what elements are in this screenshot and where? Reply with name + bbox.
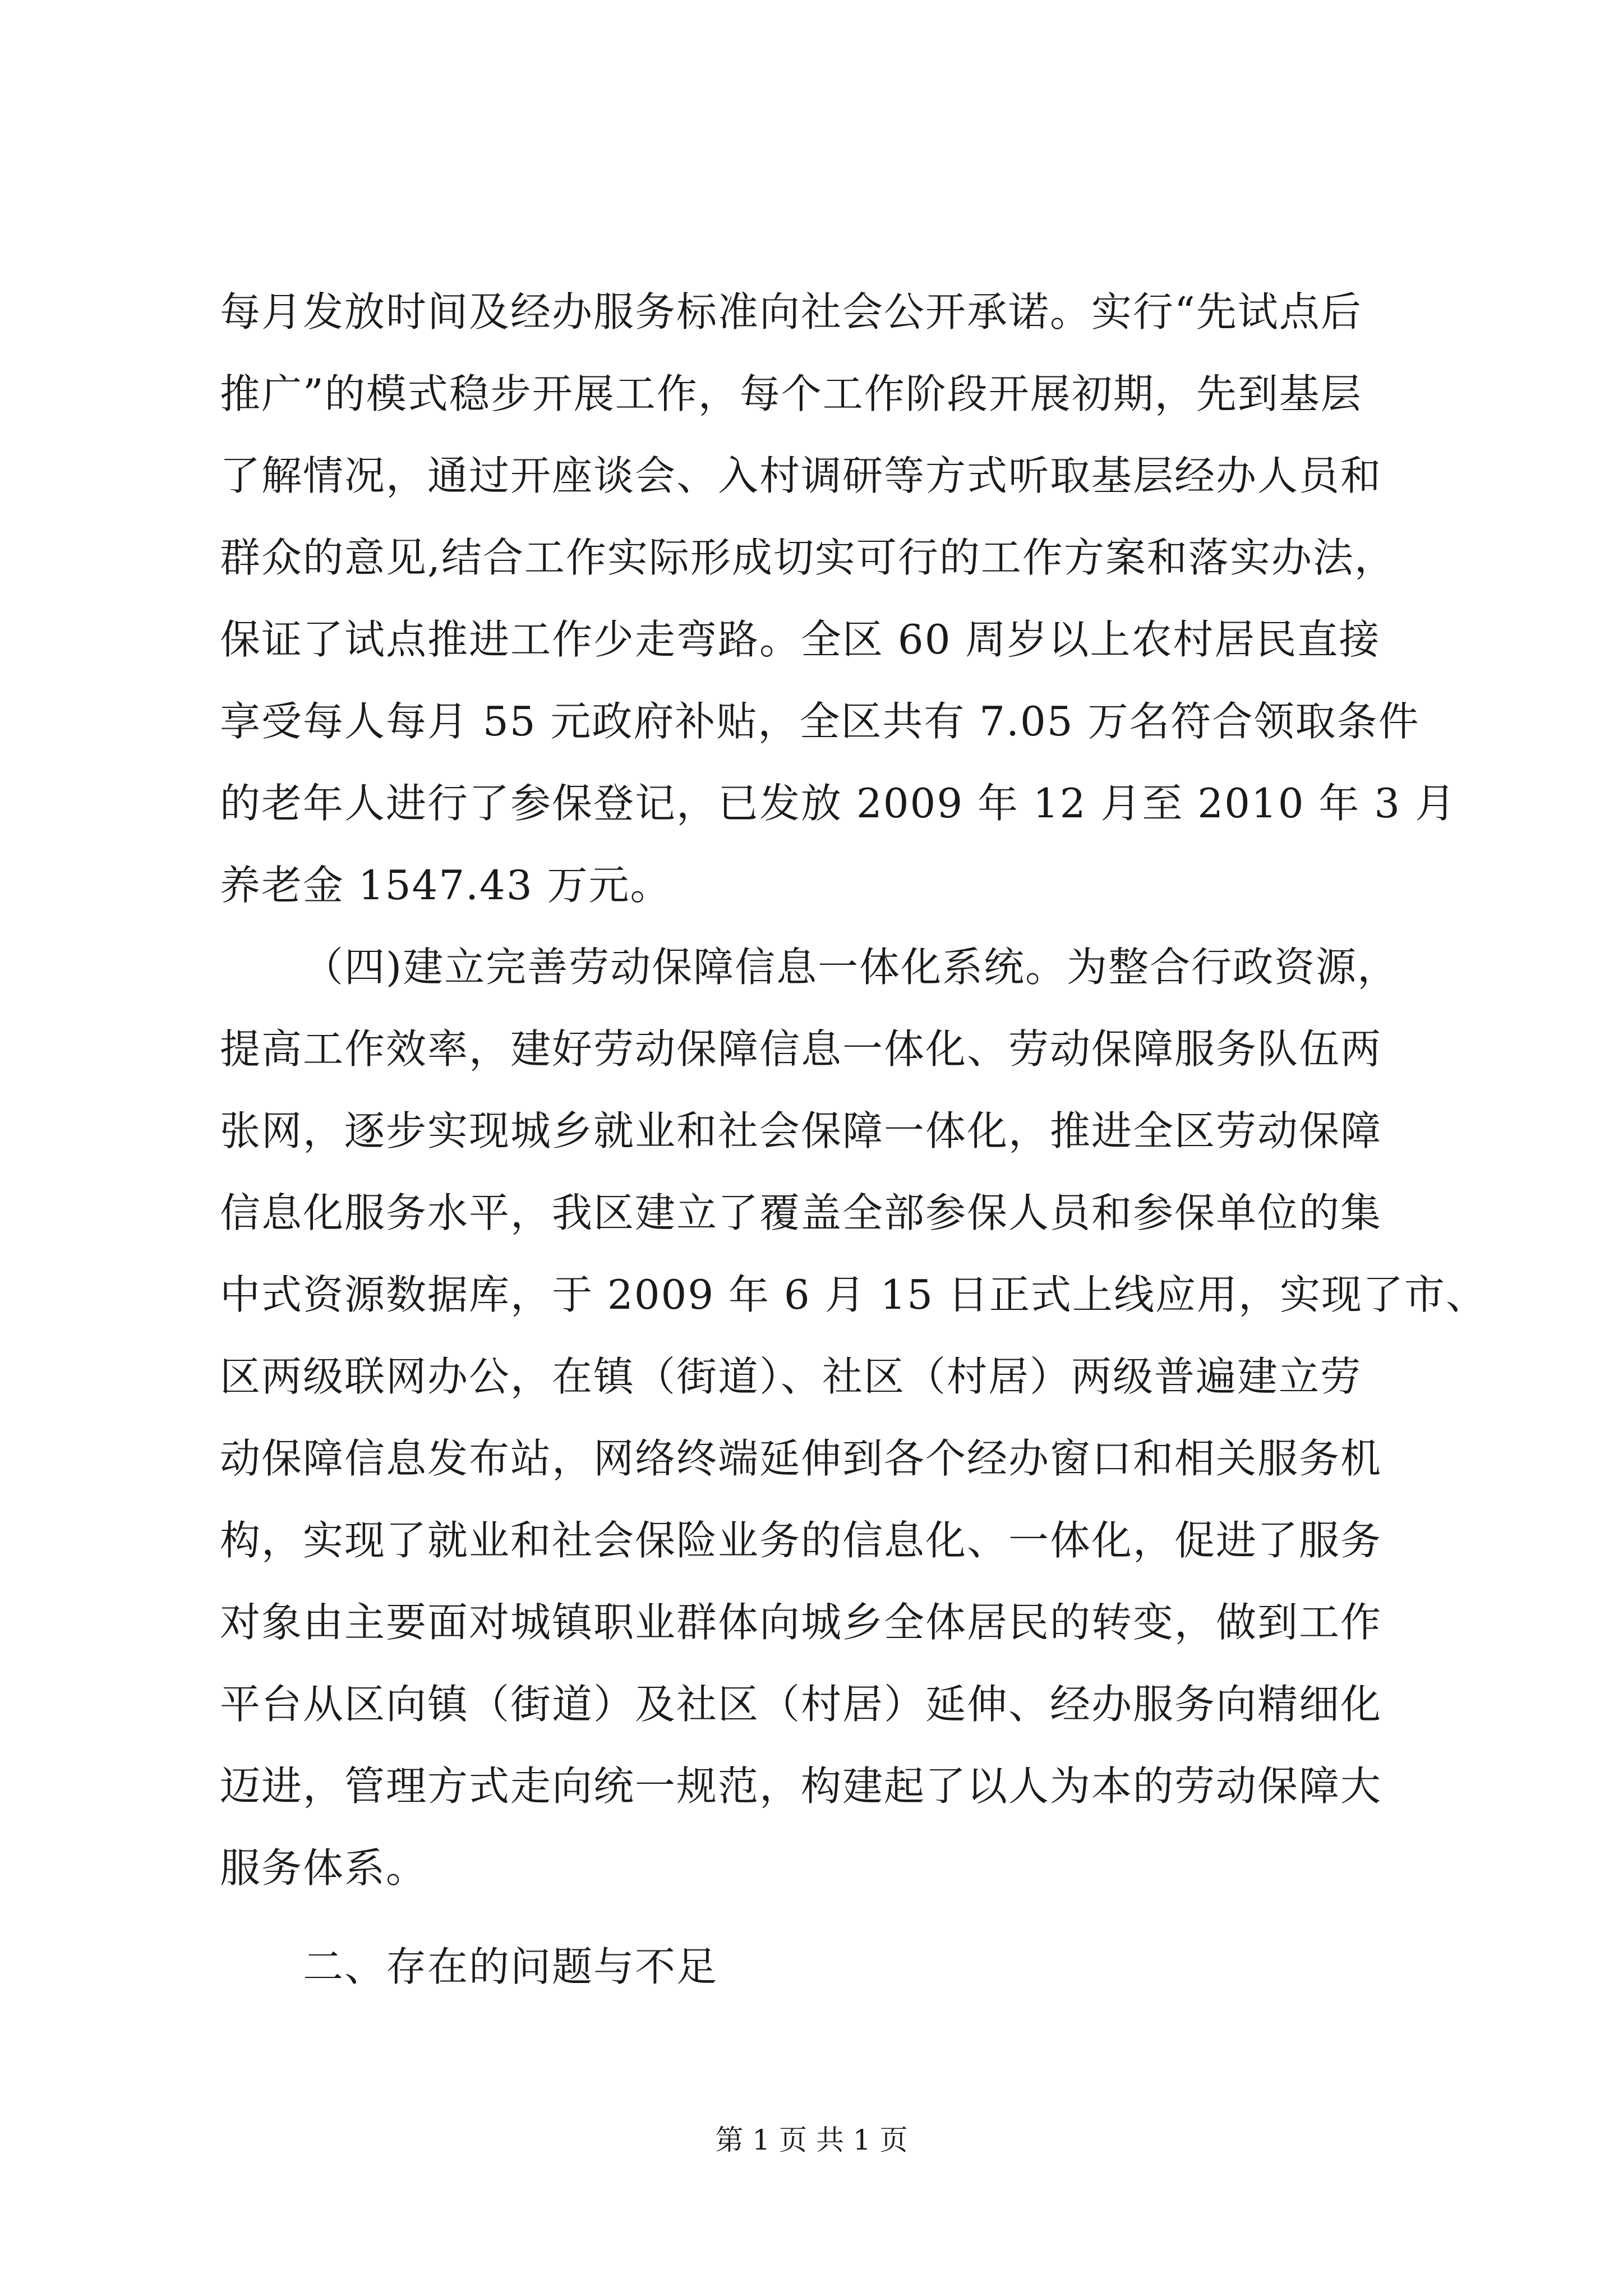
paragraph-line: （四)建立完善劳动保障信息一体化系统。为整合行政资源， [303, 944, 1399, 991]
paragraph-line: 中式资源数据库，于 2009 年 6 月 15 日正式上线应用，实现了市、 [220, 1271, 1487, 1318]
paragraph-line: 享受每人每月 55 元政府补贴，全区共有 7.05 万名符合领取条件 [220, 698, 1420, 745]
paragraph-line: 服务体系。 [220, 1844, 428, 1892]
paragraph-line: 动保障信息发布站，网络终端延伸到各个经办窗口和相关服务机 [220, 1435, 1382, 1482]
paragraph-line: 群众的意见,结合工作实际形成切实可行的工作方案和落实办法， [220, 534, 1396, 581]
page-footer: 第 1 页 共 1 页 [715, 2124, 908, 2156]
paragraph-line: 了解情况，通过开座谈会、入村调研等方式听取基层经办人员和 [220, 452, 1382, 499]
paragraph-line: 养老金 1547.43 万元。 [220, 862, 672, 909]
section-heading: 二、存在的问题与不足 [303, 1943, 718, 1990]
paragraph-line: 推广”的模式稳步开展工作，每个工作阶段开展初期，先到基层 [220, 370, 1362, 417]
paragraph-line: 对象由主要面对城镇职业群体向城乡全体居民的转变，做到工作 [220, 1599, 1382, 1646]
paragraph-line: 区两级联网办公，在镇（街道）、社区（村居）两级普遍建立劳 [220, 1353, 1362, 1400]
paragraph-line: 每月发放时间及经办服务标准向社会公开承诺。实行“先试点后 [220, 288, 1362, 335]
paragraph-line: 迈进，管理方式走向统一规范，构建起了以人为本的劳动保障大 [220, 1763, 1382, 1810]
paragraph-line: 平台从区向镇（街道）及社区（村居）延伸、经办服务向精细化 [220, 1681, 1382, 1728]
paragraph-line: 保证了试点推进工作少走弯路。全区 60 周岁以上农村居民直接 [220, 616, 1381, 663]
paragraph-line: 张网，逐步实现城乡就业和社会保障一体化，推进全区劳动保障 [220, 1107, 1382, 1154]
paragraph-line: 的老年人进行了参保登记，已发放 2009 年 12 月至 2010 年 3 月 [220, 780, 1456, 827]
paragraph-line: 提高工作效率，建好劳动保障信息一体化、劳动保障服务队伍两 [220, 1025, 1382, 1073]
paragraph-line: 信息化服务水平，我区建立了覆盖全部参保人员和参保单位的集 [220, 1189, 1382, 1236]
paragraph-line: 构，实现了就业和社会保险业务的信息化、一体化，促进了服务 [220, 1517, 1382, 1564]
